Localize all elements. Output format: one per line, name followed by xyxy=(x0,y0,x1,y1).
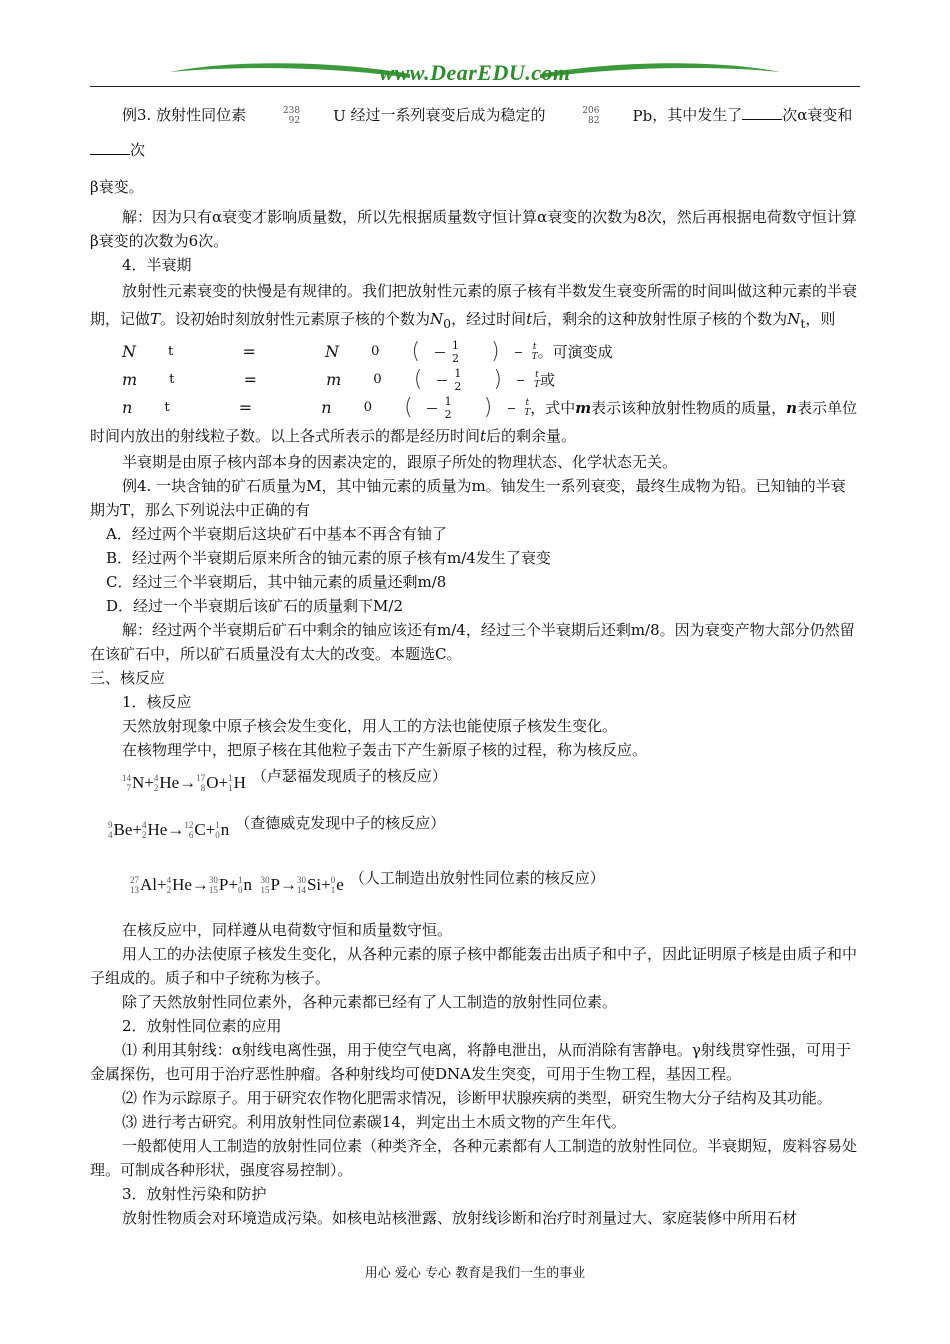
nuclide-u238: 238 92 U xyxy=(282,106,346,126)
section-3-title: 三、核反应 xyxy=(90,669,166,687)
reaction-note: （卢瑟福发现质子的核反应） xyxy=(251,768,447,785)
subsection-pollution-protection: 3．放射性污染和防护 xyxy=(122,1185,267,1203)
half-life-definition: 放射性元素衰变的快慢是有规律的。我们把放射性元素的原子核有半数发生衰变所需的时间叫做这种元素的半衰期，记做T。设初始时刻放射性元素原子核的个数为$N_0$，经过时间t后，剩余的这种放射性原子核的个数为$N_t$，则 N t = N 0 ( $\frac{1}{2}$ ) $\frac{t}{T}$ 。可演变成 m t = m 0 ( $\frac{1}{2}$ ) $\frac{t}{T}$ 或 n t = n 0 ( $\frac{1}{2}$ ) $\frac{t}{T}$ ，式中m表示该种放射性物质的质量，n表示单位时间内放出的射线粒子数。以上各式所表示的都是经历时间t后的剩余量。 xyxy=(90,282,858,445)
paragraph-artificial-change: 天然放射现象中原子核会发生变化，用人工的方法也能使原子核发生变化。 xyxy=(122,717,618,735)
half-life-note: 半衰期是由原子核内部本身的因素决定的，跟原子所处的物理状态、化学状态无关。 xyxy=(122,453,678,471)
application-archaeology: ⑶ 进行考古研究。利用放射性同位素碳14，判定出土木质文物的产生年代。 xyxy=(122,1113,626,1131)
paragraph-reaction-definition: 在核物理学中，把原子核在其他粒子轰击下产生新原子核的过程，称为核反应。 xyxy=(122,741,648,759)
header-rule xyxy=(90,86,860,87)
paragraph-artificial-isotopes: 除了天然放射性同位素外，各种元素都已经有了人工制造的放射性同位素。 xyxy=(122,993,618,1011)
reaction-chadwick: 9 4 Be + 4 2 He → 12 6 C + 1 0 n （查德威克发现中子的核反应） xyxy=(90,804,860,856)
paragraph-artificial-preferred: 一般都使用人工制造的放射性同位素（种类齐全，各种元素都有人工制造的放射性同位。半衰期短，废料容易处理。可制成各种形状，强度容易控制）。 xyxy=(90,1137,858,1179)
answer-blank-beta[interactable] xyxy=(90,140,130,155)
page-footer: 用心 爱心 专心 教育是我们一生的事业 xyxy=(364,1266,586,1281)
section-4-title: 4．半衰期 xyxy=(122,256,192,274)
subsection-isotope-applications: 2．放射性同位素的应用 xyxy=(122,1017,282,1035)
option-d[interactable]: D．经过一个半衰期后该矿石的质量剩下M/2 xyxy=(106,597,403,615)
formula-nt-count: n t = n 0 ( $\frac{1}{2}$ ) $\frac{t}{T}$ xyxy=(122,394,531,421)
reaction-artificial-isotope: 27 13 Al + 4 2 He → 30 15 P + 1 0 n 30 15 P → 30 14 Si + 0 1 e （人工制造出放射性同位素的核反应） xyxy=(90,856,860,914)
example-3-question: 例3. 放射性同位素 238 92 U 经过一系列衰变后成为稳定的 206 82 Pb ，其中发生了 次α衰变和次 xyxy=(90,98,860,167)
reaction-note: （查德威克发现中子的核反应） xyxy=(235,815,446,832)
reaction-rutherford: 14 7 N + 4 2 He → 17 8 O + 1 1 H （卢瑟福发现质子的核反应） xyxy=(90,762,860,804)
paragraph-pollution: 放射性物质会对环境造成污染。如核电站核泄露、放射线诊断和治疗时剂量过大、家庭装修中所用石材 xyxy=(122,1209,798,1227)
document-body xyxy=(90,98,860,1230)
paragraph-nucleons: 用人工的办法使原子核发生变化，从各种元素的原子核中都能轰击出质子和中子，因此证明原子核是由质子和中子组成的。质子和中子统称为核子。 xyxy=(90,945,858,987)
subsection-nuclear-reaction: 1．核反应 xyxy=(122,693,192,711)
site-logo-text[interactable]: www.DearEDU.com xyxy=(379,60,571,85)
example-4-question: 例4. 一块含铀的矿石质量为M，其中铀元素的质量为m。铀发生一系列衰变，最终生成物为铅。已知铀的半衰期为T，那么下列说法中正确的有 xyxy=(90,477,846,519)
paragraph-conservation: 在核反应中，同样遵从电荷数守恒和质量数守恒。 xyxy=(122,921,453,939)
page-header xyxy=(90,58,860,90)
application-radiation: ⑴ 利用其射线：α射线电离性强，用于使空气电离，将静电泄出，从而消除有害静电。γ射线贯穿性强，可用于金属探伤，也可用于治疗恶性肿瘤。各种射线均可使DNA发生突变，可用于生物工程，基因工程。 xyxy=(90,1041,851,1083)
option-c[interactable]: C．经过三个半衰期后，其中铀元素的质量还剩m/8 xyxy=(106,573,447,591)
option-a[interactable]: A．经过两个半衰期后这块矿石中基本不再含有铀了 xyxy=(106,525,447,543)
formula-mt: m t = m 0 ( $\frac{1}{2}$ ) $\frac{t}{T}$ xyxy=(122,366,540,393)
nuclide-pb206: 206 82 Pb xyxy=(582,106,653,126)
example-3-solution: 解：因为只有α衰变才影响质量数，所以先根据质量数守恒计算α衰变的次数为8次，然后再根据电荷数守恒计算β衰变的次数为6次。 xyxy=(90,208,857,250)
example-4-solution: 解：经过两个半衰期后矿石中剩余的铀应该还有m/4，经过三个半衰期后还剩m/8。因为衰变产物大部分仍然留在该矿石中，所以矿石质量没有太大的改变。本题选C。 xyxy=(90,621,855,663)
formula-nt: N t = N 0 ( $\frac{1}{2}$ ) $\frac{t}{T}$ xyxy=(122,338,538,365)
answer-blank-alpha[interactable] xyxy=(742,105,782,120)
example-3-question-cont: β衰变。 xyxy=(90,178,144,196)
option-b[interactable]: B．经过两个半衰期后原来所含的铀元素的原子核有m/4发生了衰变 xyxy=(106,549,551,567)
reaction-note: （人工制造出放射性同位素的核反应） xyxy=(349,870,605,887)
application-tracer: ⑵ 作为示踪原子。用于研究农作物化肥需求情况，诊断甲状腺疾病的类型，研究生物大分子结构及其功能。 xyxy=(122,1089,832,1107)
